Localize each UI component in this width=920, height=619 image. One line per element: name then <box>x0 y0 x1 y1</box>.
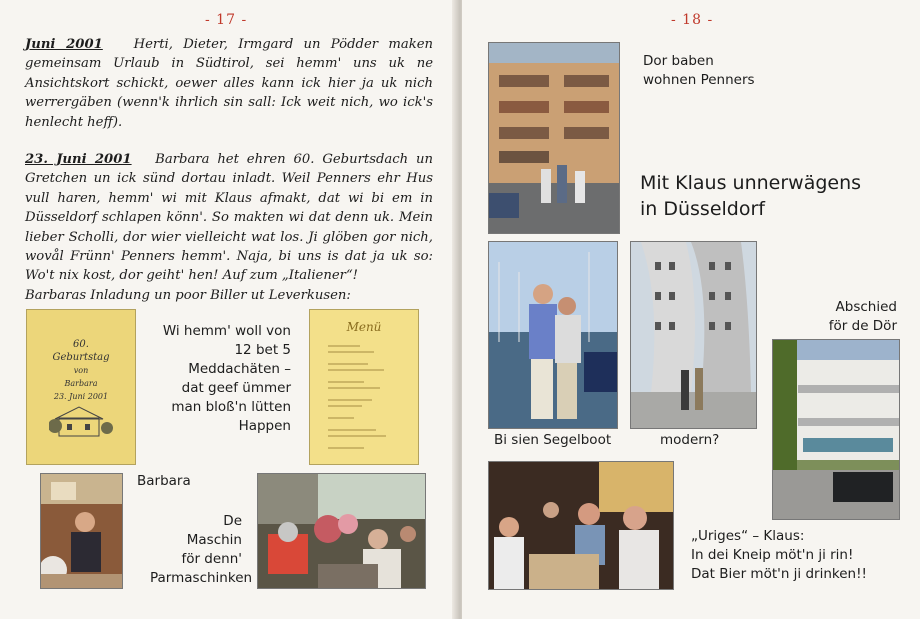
invitation-card <box>26 309 136 465</box>
paragraph-text: Barbaras Inladung un poor Biller ut Leverkusen: <box>25 288 351 303</box>
caption-barbara: Barbara <box>137 473 191 489</box>
caption-line: Wi hemm' woll von <box>162 323 291 339</box>
caption-line: man bloß'n lütten <box>171 399 291 415</box>
menu-text-lines <box>324 342 404 457</box>
photo-modern-building <box>630 241 757 429</box>
heading-line: Mit Klaus unnerwägens <box>640 172 862 194</box>
page-number-left: - 17 - <box>205 12 248 28</box>
caption-line: In dei Kneip möt'n ji rin! <box>691 547 854 563</box>
caption-line: 12 bet 5 <box>234 342 291 358</box>
paragraph-text: Herti, Dieter, Irmgard un Pödder maken gemeinsam Urlaub in Südtirol, sei hemm' uns uk ne Ansichtskort schickt, oewer alles kann ick hier ja uk nich werrergäben (wenn'k ihrlich sin sall: Ick weit nich, wo ick's henlecht heff). <box>25 37 433 130</box>
photo-apartment-building <box>488 42 620 234</box>
heading-line: in Düsseldorf <box>640 198 765 220</box>
date-23-june-2001: 23. Juni 2001 <box>25 152 132 167</box>
right-page <box>462 0 920 619</box>
paragraph-text: Barbara het ehren 60. Geburtsdach un Gretchen un ick sünd dortau inladt. Weil Penners ehr Hus vull haren, hemm' wi mit Klaus afmakt, dat wi bi em in Düsseldorf schlapen könn'. So makten wi dat denn uk. Mein lieber Scholli, dor wier vielleicht wat los. Ji glöben gor nich, wovål Frünn' Penners hemm'. Naja, bi uns is dat ja uk so: Wo't nix kost, dor geiht' hen! Auf zum „Italiener“! <box>25 152 434 284</box>
section-heading <box>640 170 875 222</box>
caption-farewell <box>792 298 897 336</box>
card-line: von <box>73 366 89 375</box>
card-line: 60. <box>73 339 89 350</box>
caption-boat: Bi sien Segelboot <box>494 432 612 448</box>
photo-pub <box>488 461 674 590</box>
caption-line: Meddachäten – <box>188 361 291 377</box>
caption-line: Maschin <box>186 532 242 548</box>
card-line: 23. Juni 2001 <box>53 392 109 401</box>
date-june-2001: Juni 2001 <box>25 37 103 52</box>
caption-meals <box>148 322 291 436</box>
caption-line: Dor baben <box>643 53 714 69</box>
paragraph-23-june-2001 <box>25 150 433 286</box>
paragraph-june-2001 <box>25 35 433 132</box>
menu-title: Menü <box>346 320 382 334</box>
card-line: Barbara <box>64 379 98 388</box>
caption-line: De <box>223 513 242 529</box>
caption-line: Dat Bier möt'n ji drinken!! <box>691 566 867 582</box>
menu-card <box>309 309 419 465</box>
caption-line: Parmaschinken <box>150 570 253 586</box>
card-line: Geburtstag <box>52 352 110 363</box>
caption-home <box>643 52 755 90</box>
photo-barbara <box>40 473 123 589</box>
caption-line: för denn' <box>181 551 242 567</box>
page-number-right: - 18 - <box>671 12 714 28</box>
left-page <box>0 0 458 619</box>
caption-line: Happen <box>238 418 291 434</box>
caption-line: för de Dör <box>828 318 897 334</box>
caption-modern: modern? <box>660 432 720 448</box>
caption-pub <box>691 527 867 584</box>
caption-machine <box>150 512 253 588</box>
caption-line: wohnen Penners <box>643 72 755 88</box>
caption-line: „Uriges“ – Klaus: <box>691 528 805 544</box>
house-sketch-illustration <box>49 404 113 440</box>
caption-line: dat geef ümmer <box>181 380 291 396</box>
photo-farewell-house <box>772 339 900 520</box>
photo-party-ham-slicer <box>257 473 426 589</box>
caption-line: Abschied <box>835 299 897 315</box>
paragraph-invitation <box>25 286 433 305</box>
photo-sailboat <box>488 241 618 429</box>
